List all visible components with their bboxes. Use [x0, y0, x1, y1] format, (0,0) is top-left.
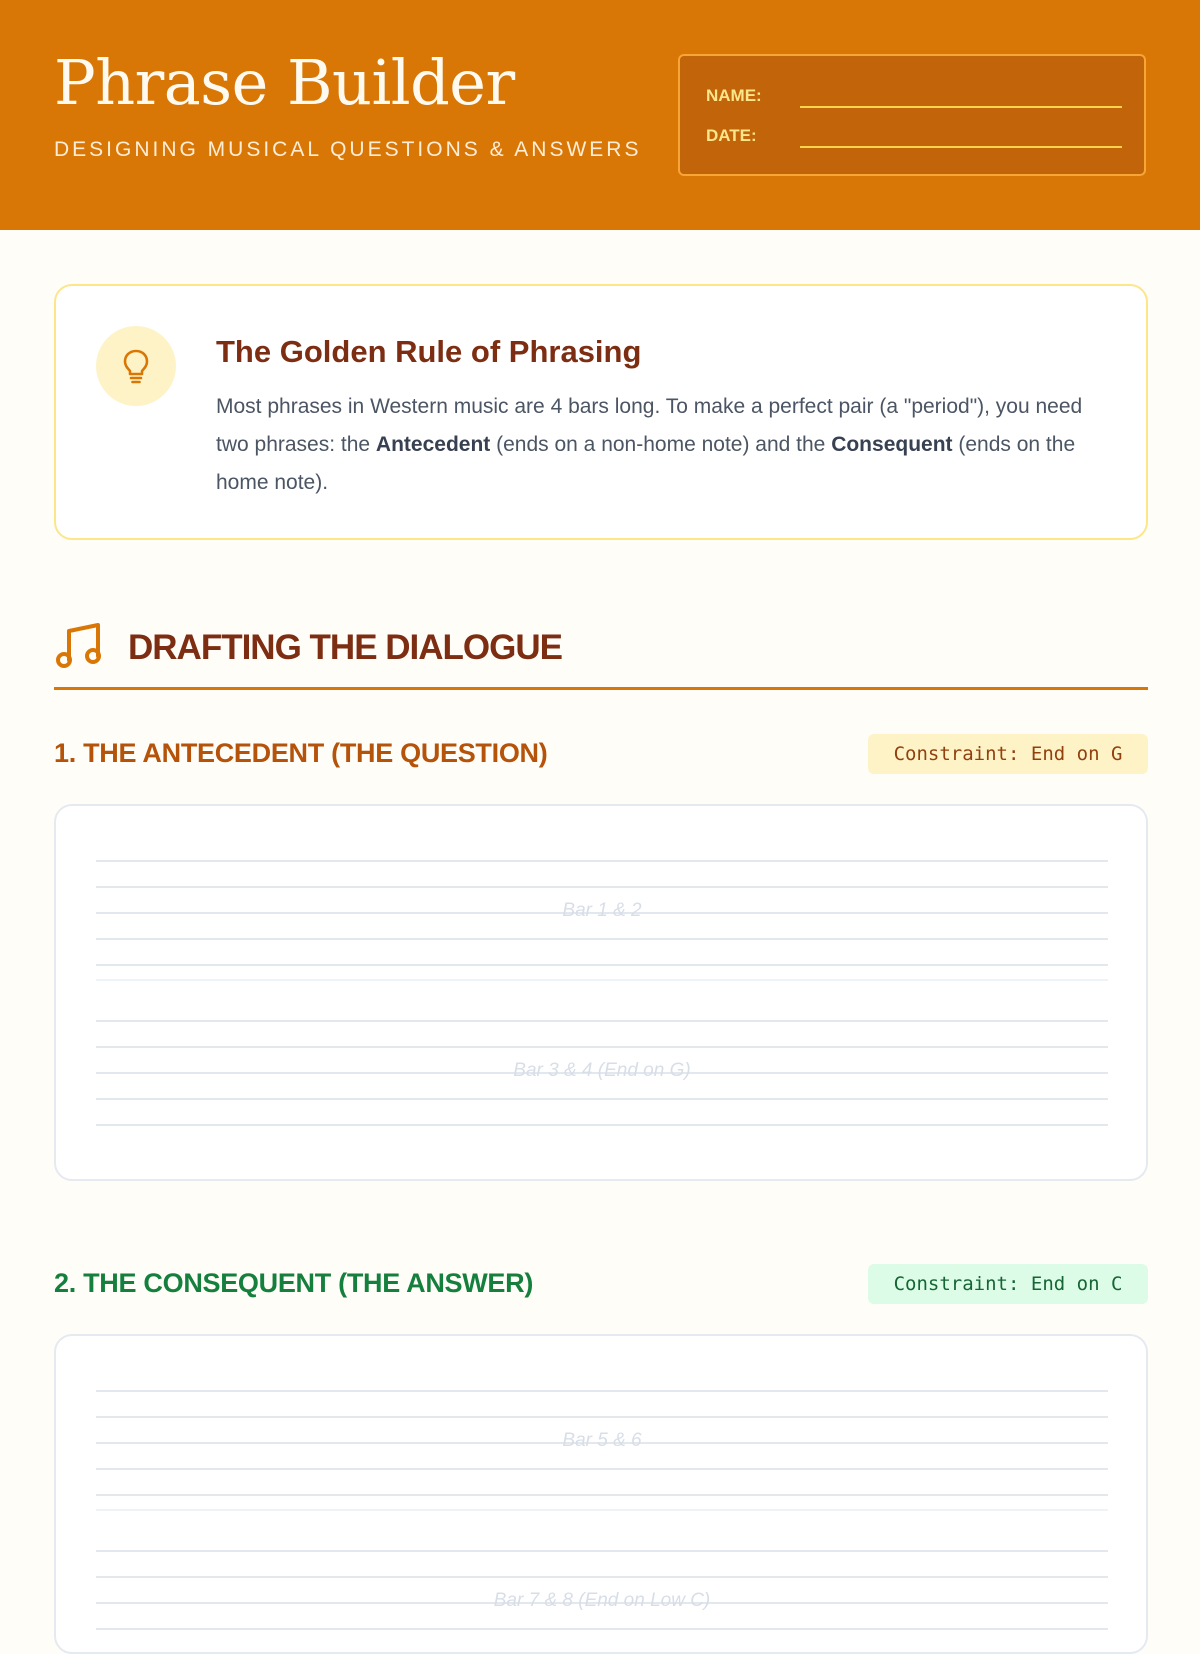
antecedent-heading: 1. THE ANTECEDENT (THE QUESTION): [54, 738, 548, 768]
golden-rule-card: [54, 284, 1148, 540]
consequent-heading: 2. THE CONSEQUENT (THE ANSWER): [54, 1268, 534, 1298]
section-divider: [54, 687, 1148, 690]
date-label: DATE:: [706, 126, 757, 145]
staff[interactable]: [96, 860, 1108, 964]
name-field[interactable]: [800, 106, 1122, 108]
consequent-term: Consequent: [831, 433, 953, 456]
antecedent-term: Antecedent: [375, 433, 491, 456]
music-note-icon: [56, 622, 104, 670]
antecedent-staff-card[interactable]: [54, 804, 1148, 1181]
page-subtitle: DESIGNING MUSICAL QUESTIONS & ANSWERS: [54, 138, 642, 161]
staff[interactable]: [96, 1550, 1108, 1654]
rule-text-part: (ends on the home note).: [216, 433, 1076, 494]
consequent-staff-card[interactable]: [54, 1334, 1148, 1654]
staff-bar-label: Bar 7 & 8 (End on Low C): [493, 1590, 711, 1611]
header-banner: [0, 0, 1200, 230]
section-title: DRAFTING THE DIALOGUE: [128, 628, 562, 667]
rule-text-part: (ends on a non-home note) and the: [490, 433, 832, 456]
antecedent-constraint-badge: Constraint: End on G: [868, 734, 1148, 774]
golden-rule-title: The Golden Rule of Phrasing: [216, 334, 642, 369]
consequent-constraint-badge: Constraint: End on C: [868, 1264, 1148, 1304]
staff[interactable]: [96, 1390, 1108, 1494]
staff-bar-label: Bar 3 & 4 (End on G): [513, 1060, 691, 1081]
staff[interactable]: [96, 1020, 1108, 1124]
rule-text-part: Most phrases in Western music are 4 bars long. To make a perfect pair (a "period"), you need two phrases: the: [216, 395, 1083, 456]
name-label: NAME:: [706, 86, 762, 105]
lightbulb-icon: [120, 348, 152, 384]
golden-rule-text: [216, 388, 1106, 502]
page-title: Phrase Builder: [54, 46, 515, 119]
date-field[interactable]: [800, 146, 1122, 148]
lightbulb-icon-badge: [96, 326, 176, 406]
staff-bar-label: Bar 5 & 6: [562, 1430, 642, 1451]
name-date-box: [678, 54, 1146, 176]
staff-bar-label: Bar 1 & 2: [562, 900, 642, 921]
